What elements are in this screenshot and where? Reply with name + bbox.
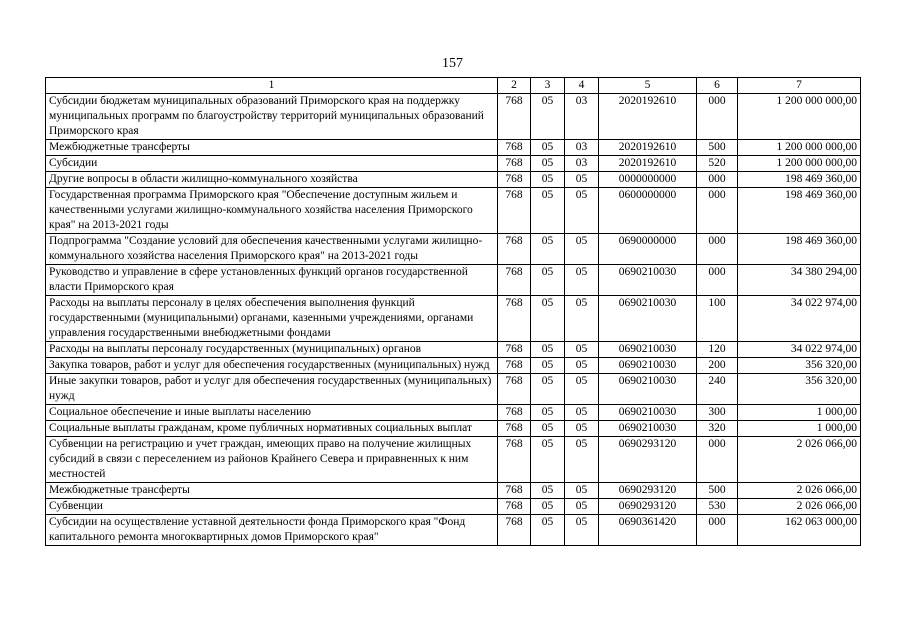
row-ved-cell: 768 — [498, 483, 531, 499]
row-name-cell: Закупка товаров, работ и услуг для обеспечения государственных (муниципальных) нужд — [46, 358, 498, 374]
row-section-cell: 05 — [531, 515, 565, 546]
row-section-cell: 05 — [531, 421, 565, 437]
row-amount-cell: 356 320,00 — [738, 358, 861, 374]
row-section-cell: 05 — [531, 296, 565, 342]
row-amount-cell: 1 200 000 000,00 — [738, 94, 861, 140]
row-name-cell: Социальное обеспечение и иные выплаты населению — [46, 405, 498, 421]
row-subsection-cell: 03 — [565, 94, 599, 140]
row-subsection-cell: 05 — [565, 483, 599, 499]
row-name-cell: Руководство и управление в сфере установленных функций органов государственной власти Приморского края — [46, 265, 498, 296]
table-row — [46, 265, 861, 296]
row-target-code-cell: 2020192610 — [599, 140, 697, 156]
row-expense-type-cell: 000 — [697, 188, 738, 234]
row-section-cell: 05 — [531, 94, 565, 140]
page-number: 157 — [442, 56, 463, 71]
table-row — [46, 483, 861, 499]
row-name-cell: Расходы на выплаты персоналу государственных (муниципальных) органов — [46, 342, 498, 358]
row-target-code-cell: 2020192610 — [599, 156, 697, 172]
row-subsection-cell: 05 — [565, 342, 599, 358]
table-header-row — [46, 78, 861, 94]
row-section-cell: 05 — [531, 234, 565, 265]
table-row — [46, 188, 861, 234]
table-row — [46, 515, 861, 546]
row-subsection-cell: 03 — [565, 140, 599, 156]
row-name-cell: Государственная программа Приморского края "Обеспечение доступным жильем и качественными услугами жилищно-коммунального хозяйства населения Приморского края" на 2013-2021 годы — [46, 188, 498, 234]
row-ved-cell: 768 — [498, 172, 531, 188]
row-subsection-cell: 03 — [565, 156, 599, 172]
budget-table — [45, 77, 861, 546]
table-row — [46, 342, 861, 358]
row-expense-type-cell: 000 — [697, 234, 738, 265]
table-row — [46, 296, 861, 342]
row-target-code-cell: 0690210030 — [599, 405, 697, 421]
row-subsection-cell: 05 — [565, 265, 599, 296]
row-name-cell: Подпрограмма "Создание условий для обеспечения качественными услугами жилищно-коммунального хозяйства населения Приморского края" на 2013-2021 годы — [46, 234, 498, 265]
row-expense-type-cell: 000 — [697, 265, 738, 296]
row-ved-cell: 768 — [498, 140, 531, 156]
row-expense-type-cell: 000 — [697, 172, 738, 188]
row-ved-cell: 768 — [498, 342, 531, 358]
row-subsection-cell: 05 — [565, 358, 599, 374]
row-name-cell: Межбюджетные трансферты — [46, 483, 498, 499]
row-amount-cell: 198 469 360,00 — [738, 172, 861, 188]
row-amount-cell: 34 380 294,00 — [738, 265, 861, 296]
row-section-cell: 05 — [531, 374, 565, 405]
row-target-code-cell: 0690210030 — [599, 421, 697, 437]
row-name-cell: Другие вопросы в области жилищно-коммунального хозяйства — [46, 172, 498, 188]
row-expense-type-cell: 500 — [697, 483, 738, 499]
row-amount-cell: 2 026 066,00 — [738, 437, 861, 483]
row-expense-type-cell: 240 — [697, 374, 738, 405]
row-expense-type-cell: 100 — [697, 296, 738, 342]
row-target-code-cell: 0690293120 — [599, 483, 697, 499]
row-subsection-cell: 05 — [565, 421, 599, 437]
row-name-cell: Межбюджетные трансферты — [46, 140, 498, 156]
row-target-code-cell: 0690210030 — [599, 265, 697, 296]
row-amount-cell: 1 200 000 000,00 — [738, 140, 861, 156]
row-expense-type-cell: 300 — [697, 405, 738, 421]
row-amount-cell: 1 200 000 000,00 — [738, 156, 861, 172]
table-row — [46, 405, 861, 421]
row-target-code-cell: 0690210030 — [599, 296, 697, 342]
row-ved-cell: 768 — [498, 265, 531, 296]
row-name-cell: Иные закупки товаров, работ и услуг для обеспечения государственных (муниципальных) нужд — [46, 374, 498, 405]
column-header: 5 — [599, 78, 697, 94]
row-amount-cell: 2 026 066,00 — [738, 499, 861, 515]
row-name-cell: Субвенции — [46, 499, 498, 515]
row-section-cell: 05 — [531, 172, 565, 188]
row-target-code-cell: 0690293120 — [599, 499, 697, 515]
row-expense-type-cell: 120 — [697, 342, 738, 358]
table-row — [46, 156, 861, 172]
row-ved-cell: 768 — [498, 296, 531, 342]
row-section-cell: 05 — [531, 499, 565, 515]
row-expense-type-cell: 520 — [697, 156, 738, 172]
row-section-cell: 05 — [531, 156, 565, 172]
row-name-cell: Субсидии на осуществление уставной деятельности фонда Приморского края "Фонд капитального ремонта многоквартирных домов Приморского края" — [46, 515, 498, 546]
row-ved-cell: 768 — [498, 234, 531, 265]
table-row — [46, 140, 861, 156]
row-expense-type-cell: 000 — [697, 94, 738, 140]
row-target-code-cell: 0000000000 — [599, 172, 697, 188]
row-amount-cell: 1 000,00 — [738, 421, 861, 437]
row-target-code-cell: 0690361420 — [599, 515, 697, 546]
row-subsection-cell: 05 — [565, 405, 599, 421]
column-header: 7 — [738, 78, 861, 94]
row-section-cell: 05 — [531, 342, 565, 358]
row-section-cell: 05 — [531, 140, 565, 156]
table-row — [46, 234, 861, 265]
row-subsection-cell: 05 — [565, 296, 599, 342]
row-ved-cell: 768 — [498, 405, 531, 421]
row-amount-cell: 162 063 000,00 — [738, 515, 861, 546]
row-section-cell: 05 — [531, 437, 565, 483]
table-row — [46, 172, 861, 188]
row-subsection-cell: 05 — [565, 374, 599, 405]
row-name-cell: Субсидии — [46, 156, 498, 172]
table-row — [46, 374, 861, 405]
row-name-cell: Расходы на выплаты персоналу в целях обеспечения выполнения функций государственными (муниципальными) органами, казенными учреждениями, органами управления государственными внебюджетными фондами — [46, 296, 498, 342]
row-section-cell: 05 — [531, 265, 565, 296]
row-amount-cell: 356 320,00 — [738, 374, 861, 405]
row-section-cell: 05 — [531, 405, 565, 421]
row-ved-cell: 768 — [498, 358, 531, 374]
row-subsection-cell: 05 — [565, 437, 599, 483]
row-expense-type-cell: 200 — [697, 358, 738, 374]
row-amount-cell: 198 469 360,00 — [738, 188, 861, 234]
column-header: 1 — [46, 78, 498, 94]
row-ved-cell: 768 — [498, 94, 531, 140]
row-ved-cell: 768 — [498, 499, 531, 515]
row-ved-cell: 768 — [498, 188, 531, 234]
row-target-code-cell: 0690000000 — [599, 234, 697, 265]
row-amount-cell: 198 469 360,00 — [738, 234, 861, 265]
row-expense-type-cell: 000 — [697, 515, 738, 546]
row-expense-type-cell: 500 — [697, 140, 738, 156]
row-amount-cell: 34 022 974,00 — [738, 342, 861, 358]
row-target-code-cell: 0690210030 — [599, 342, 697, 358]
row-expense-type-cell: 530 — [697, 499, 738, 515]
row-target-code-cell: 2020192610 — [599, 94, 697, 140]
row-name-cell: Социальные выплаты гражданам, кроме публичных нормативных социальных выплат — [46, 421, 498, 437]
row-ved-cell: 768 — [498, 437, 531, 483]
table-body — [46, 94, 861, 546]
row-subsection-cell: 05 — [565, 515, 599, 546]
table-row — [46, 499, 861, 515]
row-target-code-cell: 0690293120 — [599, 437, 697, 483]
row-ved-cell: 768 — [498, 156, 531, 172]
row-amount-cell: 1 000,00 — [738, 405, 861, 421]
row-section-cell: 05 — [531, 188, 565, 234]
row-subsection-cell: 05 — [565, 188, 599, 234]
table-row — [46, 421, 861, 437]
column-header: 2 — [498, 78, 531, 94]
table-row — [46, 94, 861, 140]
row-subsection-cell: 05 — [565, 172, 599, 188]
row-ved-cell: 768 — [498, 515, 531, 546]
row-name-cell: Субсидии бюджетам муниципальных образований Приморского края на поддержку муниципальных программ по благоустройству территорий муниципальных образований Приморского края — [46, 94, 498, 140]
row-subsection-cell: 05 — [565, 499, 599, 515]
table-row — [46, 437, 861, 483]
row-amount-cell: 34 022 974,00 — [738, 296, 861, 342]
row-ved-cell: 768 — [498, 374, 531, 405]
column-header: 6 — [697, 78, 738, 94]
row-expense-type-cell: 000 — [697, 437, 738, 483]
row-name-cell: Субвенции на регистрацию и учет граждан, имеющих право на получение жилищных субсидий в связи с переселением из районов Крайнего Севера и приравненных к ним местностей — [46, 437, 498, 483]
row-ved-cell: 768 — [498, 421, 531, 437]
row-target-code-cell: 0600000000 — [599, 188, 697, 234]
row-section-cell: 05 — [531, 358, 565, 374]
column-header: 4 — [565, 78, 599, 94]
table-row — [46, 358, 861, 374]
row-amount-cell: 2 026 066,00 — [738, 483, 861, 499]
row-section-cell: 05 — [531, 483, 565, 499]
row-target-code-cell: 0690210030 — [599, 374, 697, 405]
row-subsection-cell: 05 — [565, 234, 599, 265]
column-header: 3 — [531, 78, 565, 94]
row-expense-type-cell: 320 — [697, 421, 738, 437]
row-target-code-cell: 0690210030 — [599, 358, 697, 374]
